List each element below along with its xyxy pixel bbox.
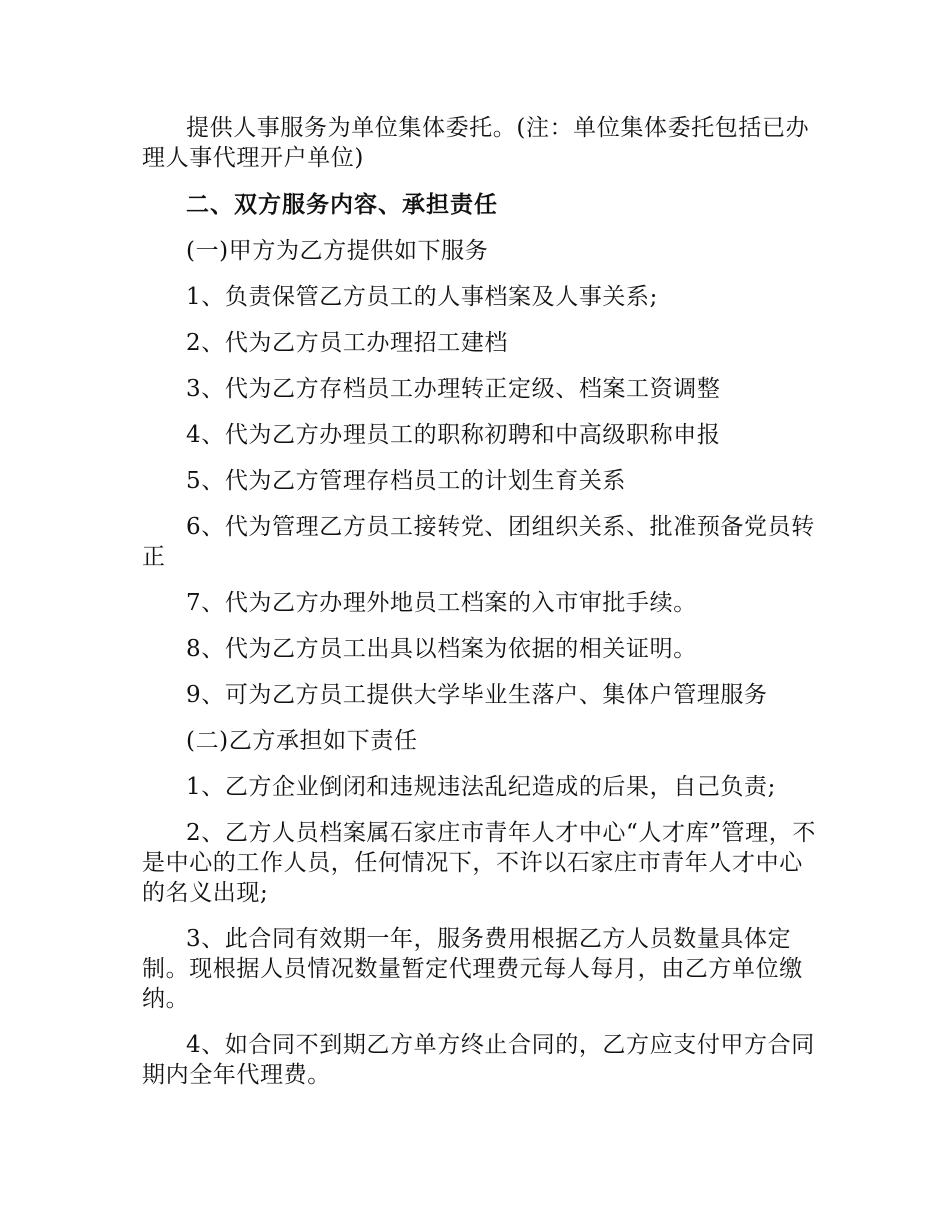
section-heading: 二、双方服务内容、承担责任 — [186, 192, 498, 218]
service-item-2: 2、代为乙方员工办理招工建档 — [186, 330, 509, 356]
paragraph-continuation: 提供人事服务为单位集体委托。(注：单位集体委托包括已办理人事代理开户单位) — [142, 115, 810, 171]
service-item-6: 6、代为管理乙方员工接转党、团组织关系、批准预备党员转正 — [142, 514, 815, 570]
subsection-heading-a: (一)甲方为乙方提供如下服务 — [186, 238, 489, 264]
responsibility-item-2: 2、乙方人员档案属石家庄市青年人才中心“人才库”管理，不是中心的工作人员，任何情况下，不许以石家庄市青年人才中心的名义出现; — [142, 820, 816, 906]
responsibility-item-4: 4、如合同不到期乙方单方终止合同的，乙方应支付甲方合同期内全年代理费。 — [142, 1032, 815, 1088]
service-item-7: 7、代为乙方办理外地员工档案的入市审批手续。 — [186, 590, 697, 616]
responsibility-item-1: 1、乙方企业倒闭和违规违法乱纪造成的后果，自己负责; — [186, 774, 776, 800]
service-item-1: 1、负责保管乙方员工的人事档案及人事关系; — [186, 284, 658, 310]
service-item-3: 3、代为乙方存档员工办理转正定级、档案工资调整 — [186, 376, 721, 402]
service-item-9: 9、可为乙方员工提供大学毕业生落户、集体户管理服务 — [186, 682, 768, 708]
service-item-5: 5、代为乙方管理存档员工的计划生育关系 — [186, 468, 627, 494]
subsection-heading-b: (二)乙方承担如下责任 — [186, 728, 418, 754]
responsibility-item-3: 3、此合同有效期一年，服务费用根据乙方人员数量具体定制。现根据人员情况数量暂定代理费元每人每月，由乙方单位缴纳。 — [142, 926, 803, 1012]
service-item-4: 4、代为乙方办理员工的职称初聘和中高级职称申报 — [186, 422, 721, 448]
service-item-8: 8、代为乙方员工出具以档案为依据的相关证明。 — [186, 636, 697, 662]
